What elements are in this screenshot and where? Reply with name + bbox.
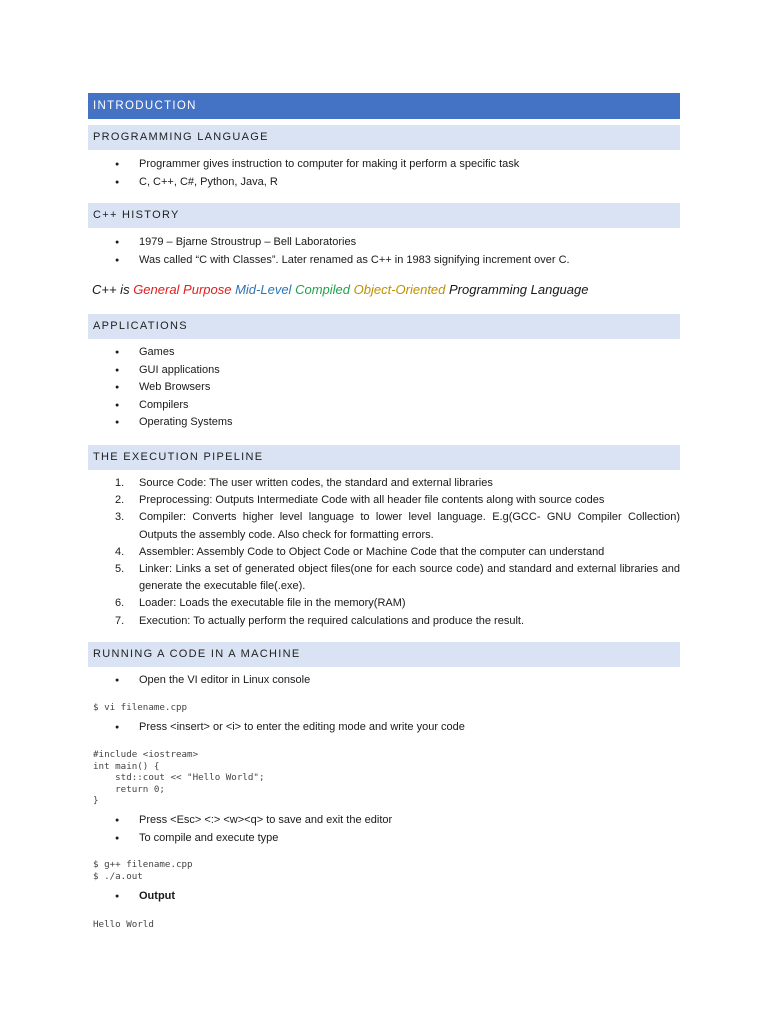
programming-language-list	[88, 156, 680, 191]
list-item: ● Compilers	[88, 397, 680, 415]
code-block-compile: $ g++ filename.cpp $ ./a.out	[93, 859, 193, 882]
tagline-mid-level: Mid-Level	[235, 282, 292, 297]
tagline-segment: Programming Language	[445, 282, 589, 297]
cpp-tagline	[92, 282, 588, 297]
step-text: Assembler: Assembly Code to Object Code or Machine Code that the computer can understand	[139, 545, 605, 558]
running-step-1	[88, 672, 680, 690]
running-step-2	[88, 719, 680, 737]
running-step-5	[88, 888, 680, 906]
step-text: Linker: Links a set of generated object files(one for each source code) and standard and external libraries and generate the executable file(.exe).	[139, 563, 680, 593]
list-item	[88, 613, 680, 630]
list-item: ● Games	[88, 344, 680, 362]
running-steps-3-4	[88, 812, 680, 847]
execution-pipeline-header: THE EXECUTION PIPELINE	[88, 445, 680, 470]
applications-list	[88, 344, 680, 432]
list-item: ● GUI applications	[88, 362, 680, 380]
step-number: 3.	[115, 511, 125, 524]
step-text: Execution: To actually perform the required calculations and produce the result.	[139, 614, 525, 627]
list-item	[88, 561, 680, 595]
list-item: ● Was called “C with Classes”. Later renamed as C++ in 1983 signifying increment over C.	[88, 252, 680, 270]
running-code-header: RUNNING A CODE IN A MACHINE	[88, 642, 680, 667]
list-item: ● C, C++, C#, Python, Java, R	[88, 174, 680, 192]
programming-language-header: PROGRAMMING LANGUAGE	[88, 125, 680, 150]
step-number: 2.	[115, 494, 125, 507]
list-item: ● Output	[88, 888, 680, 906]
list-item: ● Press <insert> or <i> to enter the editing mode and write your code	[88, 719, 680, 737]
applications-header: APPLICATIONS	[88, 314, 680, 339]
step-text: Compiler: Converts higher level language to lower level language. E.g(GCC- GNU Compiler Collection) Outputs the assembly code. Also check for formatting errors.	[139, 511, 680, 541]
list-item: ● Open the VI editor in Linux console	[88, 672, 680, 690]
list-item	[88, 475, 680, 492]
step-number: 4.	[115, 545, 125, 558]
step-number: 1.	[115, 477, 125, 489]
list-item: ● Press <Esc> <:> <w><q> to save and exit the editor	[88, 812, 680, 830]
cpp-history-list	[88, 234, 680, 269]
step-number: 6.	[115, 597, 125, 610]
list-item: ● Operating Systems	[88, 414, 680, 432]
tagline-segment: C++ is	[92, 282, 134, 297]
list-item	[88, 544, 680, 561]
list-item: ● Programmer gives instruction to computer for making it perform a specific task	[88, 156, 680, 174]
introduction-header: INTRODUCTION	[88, 93, 680, 119]
list-item	[88, 509, 680, 543]
list-item: ● Web Browsers	[88, 379, 680, 397]
step-text: Loader: Loads the executable file in the memory(RAM)	[139, 597, 406, 610]
step-text: Source Code: The user written codes, the standard and external libraries	[139, 477, 493, 489]
code-block-hello: #include <iostream> int main() { std::cout << "Hello World"; return 0; }	[93, 749, 265, 807]
step-number: 7.	[115, 614, 125, 627]
step-number: 5.	[115, 563, 125, 576]
code-block-output: Hello World	[93, 919, 154, 930]
tagline-general-purpose: General Purpose	[133, 282, 232, 297]
tagline-compiled: Compiled	[295, 282, 350, 297]
list-item	[88, 595, 680, 612]
cpp-history-header: C++ HISTORY	[88, 203, 680, 228]
code-block-vi: $ vi filename.cpp	[93, 702, 188, 713]
list-item: ● 1979 – Bjarne Stroustrup – Bell Laboratories	[88, 234, 680, 252]
tagline-object-oriented: Object-Oriented	[353, 282, 446, 297]
step-text: Preprocessing: Outputs Intermediate Code with all header file contents along with source codes	[139, 494, 605, 507]
list-item	[88, 492, 680, 509]
execution-pipeline-list	[88, 475, 680, 630]
list-item: ● To compile and execute type	[88, 830, 680, 848]
